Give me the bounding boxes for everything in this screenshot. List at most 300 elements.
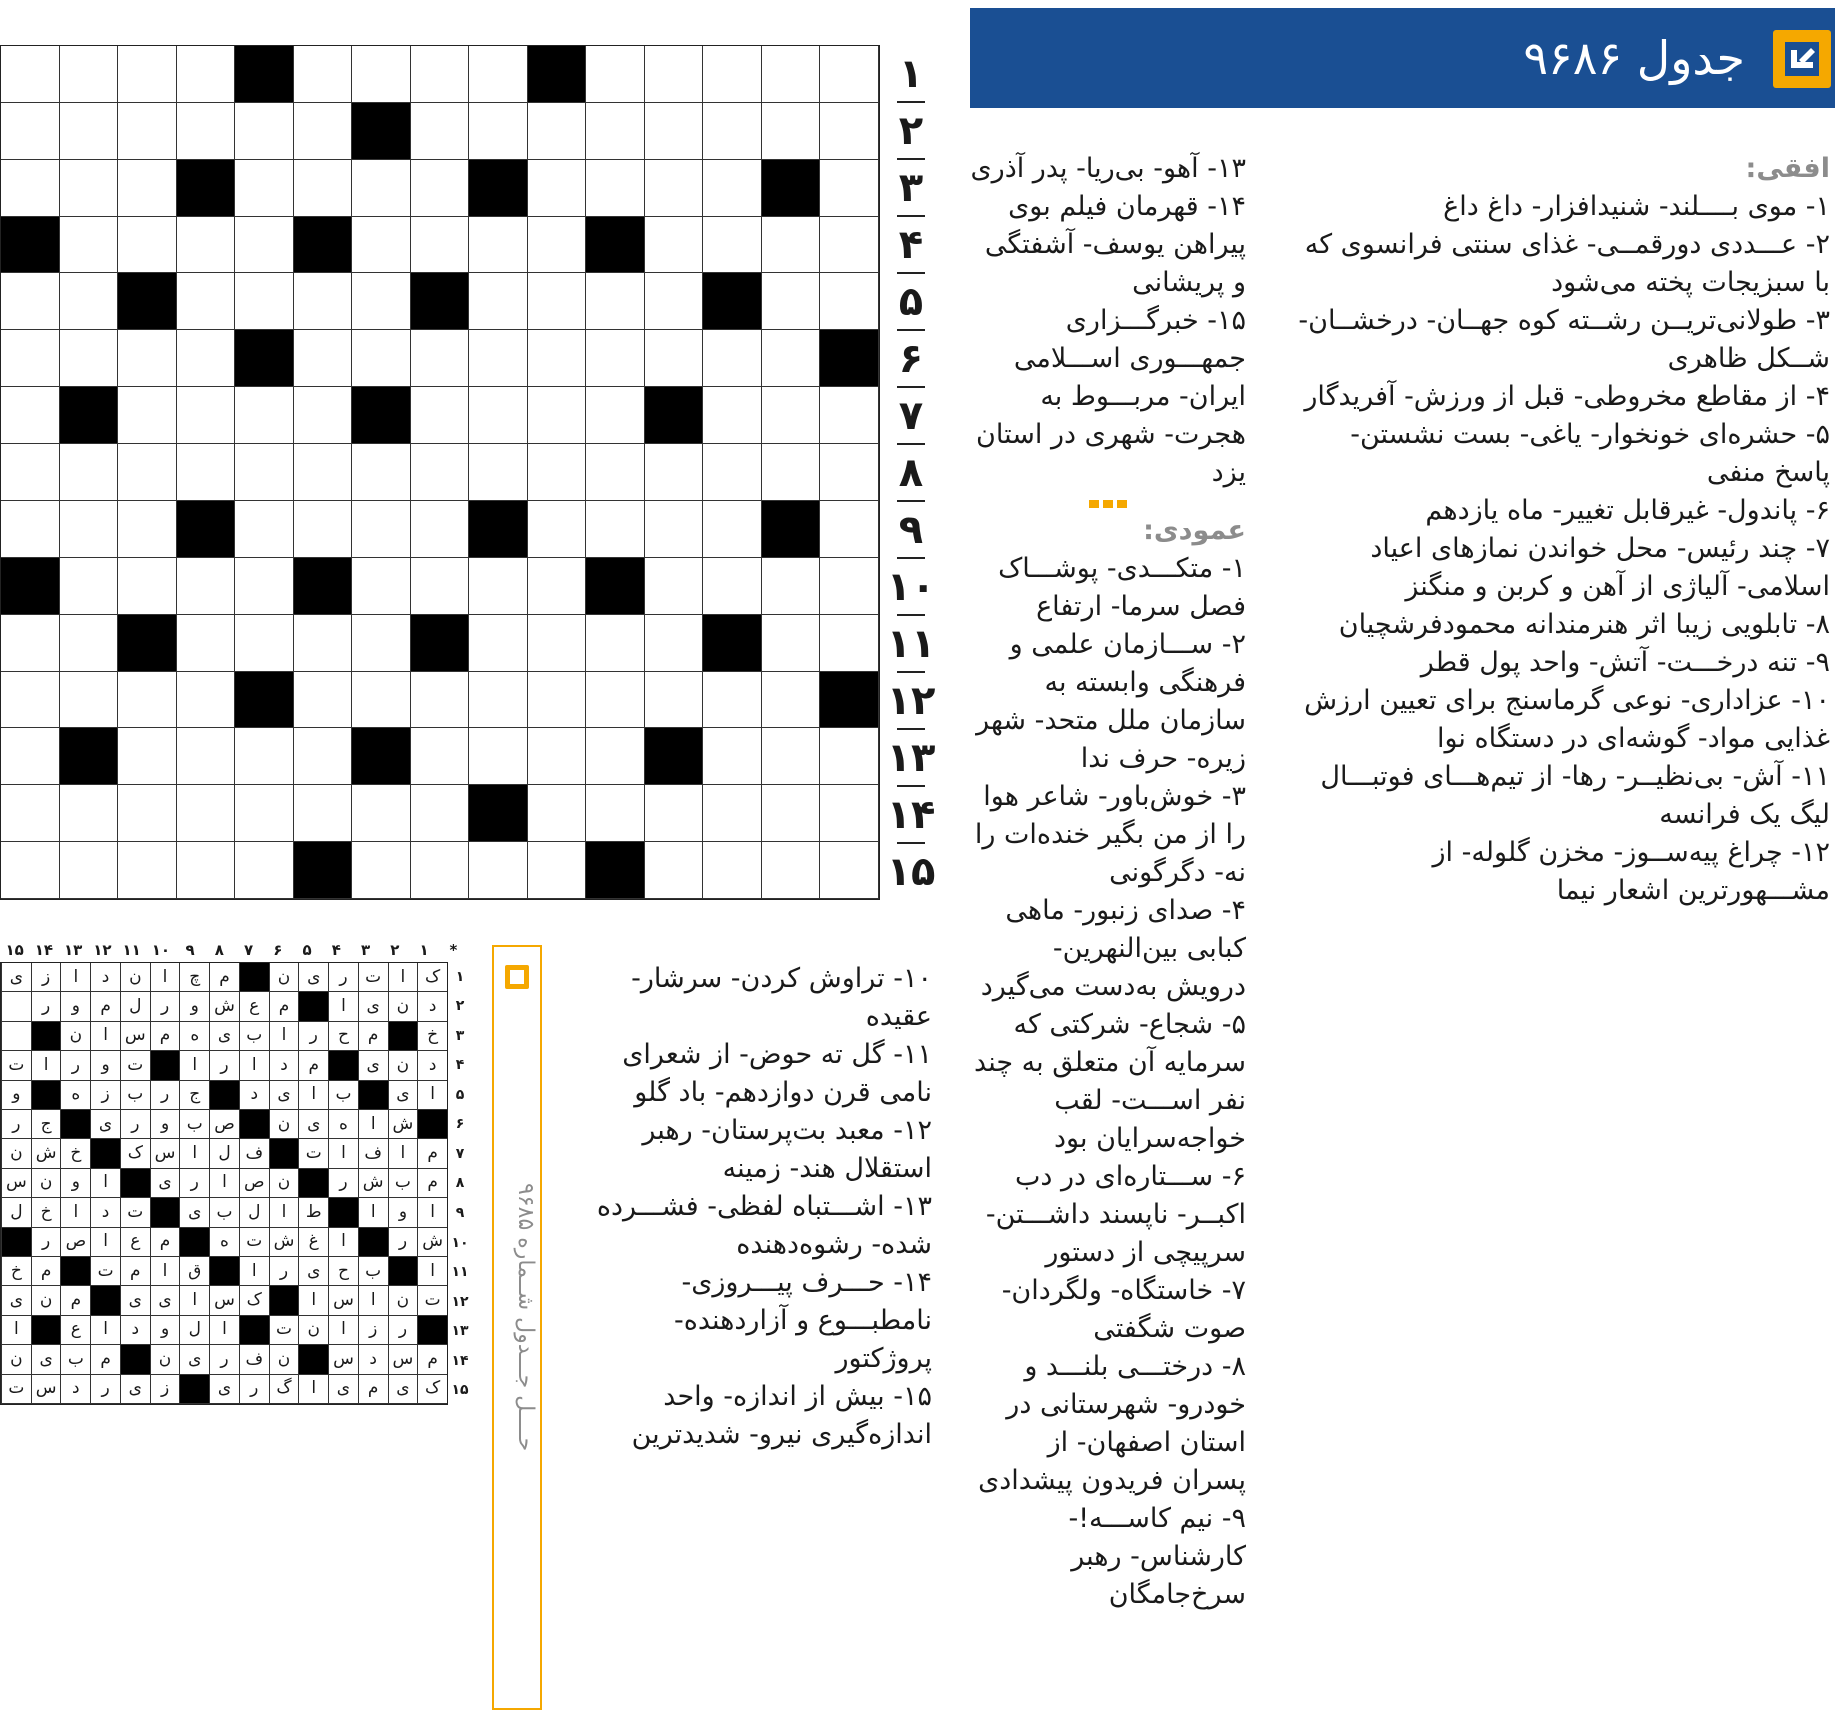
grid-cell[interactable] [762,217,821,274]
grid-cell[interactable] [235,501,294,558]
grid-cell[interactable] [469,103,528,160]
clue-item: ۱۲- چراغ پیه‌ســوز- مخزن گلوله- از مشـــهورترین اشعار نیما [1432,837,1830,906]
grid-cell[interactable] [820,615,879,672]
grid-cell[interactable] [762,842,821,899]
grid-cell[interactable] [645,103,704,160]
grid-cell[interactable] [645,444,704,501]
grid-cell[interactable] [586,672,645,729]
grid-cell[interactable] [352,273,411,330]
grid-cell[interactable] [235,842,294,899]
solution-cell: د [90,1198,120,1227]
grid-cell[interactable] [118,842,177,899]
solution-cell: ی [179,1345,209,1374]
grid-cell[interactable] [645,46,704,103]
grid-cell[interactable] [294,672,353,729]
solution-cell: ا [1,1316,31,1345]
grid-cell[interactable] [528,330,587,387]
grid-cell[interactable] [411,672,470,729]
grid-cell[interactable] [703,330,762,387]
grid-cell[interactable] [177,217,236,274]
grid-cell[interactable] [352,842,411,899]
grid-cell[interactable] [60,785,119,842]
solution-col-number: ۵ [302,941,312,959]
grid-cell[interactable] [352,615,411,672]
grid-cell[interactable] [118,160,177,217]
grid-cell[interactable] [528,160,587,217]
solution-cell: ت [358,963,388,992]
logo-icon [1773,30,1831,88]
grid-cell[interactable] [177,387,236,444]
grid-cell[interactable] [177,785,236,842]
solution-cell: م [417,1139,447,1168]
grid-cell[interactable] [1,728,60,785]
grid-cell[interactable] [528,387,587,444]
grid-cell[interactable] [1,330,60,387]
row-number: ۶ [898,335,924,382]
solution-cell: ل [239,1198,269,1227]
grid-cell[interactable] [294,785,353,842]
grid-cell[interactable] [411,444,470,501]
grid-cell[interactable] [60,103,119,160]
solution-cell: و [179,992,209,1021]
grid-cell[interactable] [235,785,294,842]
grid-cell[interactable] [820,46,879,103]
crossword-grid[interactable] [0,45,880,900]
solution-cell: ا [90,1228,120,1257]
grid-cell[interactable] [177,273,236,330]
grid-cell[interactable] [118,501,177,558]
solution-black-cell [417,1316,447,1345]
grid-cell[interactable] [352,785,411,842]
clue-item: ۴- صدای زنبور- ماهی کبابی بین‌النهرین- درویش به‌دست می‌گیرد [980,895,1246,1002]
clue-item: ۲- ســـازمان علمی و فرهنگی وابسته به سازمان ملل متحد- شهر زیره- حرف ندا [976,629,1246,774]
grid-cell[interactable] [703,444,762,501]
grid-cell[interactable] [118,217,177,274]
grid-cell[interactable] [528,103,587,160]
grid-cell[interactable] [411,46,470,103]
grid-cell[interactable] [294,728,353,785]
grid-cell[interactable] [820,444,879,501]
row-number: ۱۲ [886,677,936,724]
grid-cell[interactable] [1,387,60,444]
solution-cell: ج [31,1110,61,1139]
grid-cell[interactable] [235,160,294,217]
solution-cell: ی [120,1286,150,1315]
grid-cell[interactable] [469,330,528,387]
grid-cell[interactable] [1,842,60,899]
grid-cell[interactable] [762,273,821,330]
grid-cell[interactable] [118,558,177,615]
grid-cell[interactable] [586,330,645,387]
grid-cell[interactable] [352,444,411,501]
grid-cell[interactable] [586,615,645,672]
grid-cell[interactable] [294,387,353,444]
grid-cell[interactable] [645,273,704,330]
grid-cell[interactable] [118,728,177,785]
grid-cell[interactable] [411,330,470,387]
solution-row-number: ۲ [455,998,465,1015]
grid-cell[interactable] [235,728,294,785]
grid-cell[interactable] [703,842,762,899]
solution-cell: س [388,1345,418,1374]
grid-cell[interactable] [177,728,236,785]
grid-cell[interactable] [1,785,60,842]
grid-cell[interactable] [528,501,587,558]
grid-cell[interactable] [177,46,236,103]
black-cell [762,501,821,558]
solution-cell: ن [60,1022,90,1051]
grid-cell[interactable] [645,330,704,387]
grid-cell[interactable] [469,387,528,444]
solution-cell: ر [239,1375,269,1404]
grid-cell[interactable] [177,842,236,899]
solution-cell: ا [239,1257,269,1286]
solution-cell: د [60,1375,90,1404]
grid-cell[interactable] [294,615,353,672]
solution-cell: ا [269,1022,299,1051]
solution-cell: ا [298,1081,328,1110]
grid-cell[interactable] [820,842,879,899]
solution-cell: ا [358,1198,388,1227]
solution-cell: م [298,1051,328,1080]
solution-row-number: ۶ [455,1116,465,1133]
solution-cell: م [269,992,299,1021]
grid-cell[interactable] [352,330,411,387]
solution-black-cell [120,1345,150,1374]
solution-cell: ش [209,992,239,1021]
solution-col-number: ۱۱ [122,941,141,959]
grid-cell[interactable] [645,842,704,899]
grid-cell[interactable] [118,672,177,729]
grid-cell[interactable] [235,615,294,672]
grid-cell[interactable] [294,46,353,103]
solution-label: حــــل جـــدول شــماره ۹۶۸۵ [513,1182,538,1452]
solution-black-cell [1,1228,31,1257]
solution-cell: ن [388,992,418,1021]
solution-cell: م [417,1169,447,1198]
clue-list [570,960,932,1454]
grid-cell[interactable] [703,103,762,160]
grid-cell[interactable] [118,387,177,444]
grid-cell[interactable] [820,558,879,615]
grid-cell[interactable] [60,330,119,387]
grid-cell[interactable] [645,615,704,672]
grid-cell[interactable] [177,330,236,387]
black-cell [586,558,645,615]
grid-cell[interactable] [820,160,879,217]
grid-cell[interactable] [411,217,470,274]
solution-cell: س [1,1169,31,1198]
grid-cell[interactable] [352,672,411,729]
grid-cell[interactable] [703,217,762,274]
clue-item: ۴- از مقاطع مخروطی- قبل از ورزش- آفریدگار [1304,381,1830,412]
grid-cell[interactable] [762,615,821,672]
grid-cell[interactable] [60,558,119,615]
grid-cell[interactable] [469,273,528,330]
solution-row-number: ۴ [455,1057,465,1074]
grid-cell[interactable] [528,217,587,274]
solution-cell: ح [328,1022,358,1051]
clue-item: ۲- عـــددی دورقمــی- غذای سنتی فرانسوی که با سبزیجات پخته می‌شود [1304,229,1830,298]
grid-cell[interactable] [820,785,879,842]
solution-cell: ا [179,1139,209,1168]
solution-cell: م [358,1022,388,1051]
solution-cell: ص [209,1110,239,1139]
grid-cell[interactable] [762,558,821,615]
grid-cell[interactable] [762,46,821,103]
grid-cell[interactable] [352,160,411,217]
grid-cell[interactable] [762,387,821,444]
grid-cell[interactable] [645,217,704,274]
solution-cell: ت [1,1051,31,1080]
grid-cell[interactable] [703,728,762,785]
solution-cell: ت [90,1257,120,1286]
solution-cell: ه [179,1022,209,1051]
solution-cell: گ [269,1375,299,1404]
grid-cell[interactable] [294,330,353,387]
grid-cell[interactable] [294,103,353,160]
solution-black-cell [150,1051,180,1080]
grid-cell[interactable] [352,217,411,274]
row-number: ۱۱ [886,620,936,667]
solution-cell: و [150,1316,180,1345]
grid-cell[interactable] [294,501,353,558]
grid-cell[interactable] [820,728,879,785]
grid-cell[interactable] [177,615,236,672]
grid-cell[interactable] [762,785,821,842]
grid-cell[interactable] [586,785,645,842]
solution-cell: ل [1,1198,31,1227]
grid-cell[interactable] [60,273,119,330]
black-cell [352,387,411,444]
grid-cell[interactable] [528,728,587,785]
black-cell [294,217,353,274]
row-number: ۳ [898,164,924,211]
black-cell [411,615,470,672]
clue-item: ۳- طولانی‌تریــن رشــته کوه جهــان- درخشــان- شــکل ظاهری [1298,305,1830,374]
solution-cell: ا [60,963,90,992]
grid-cell[interactable] [235,217,294,274]
solution-black-cell [179,1228,209,1257]
row-number: ۵ [898,278,924,325]
solution-cell: ر [150,992,180,1021]
grid-cell[interactable] [60,842,119,899]
grid-cell[interactable] [235,103,294,160]
grid-cell[interactable] [469,46,528,103]
solution-cell: ا [328,1139,358,1168]
grid-cell[interactable] [352,501,411,558]
grid-cell[interactable] [1,615,60,672]
grid-cell[interactable] [177,103,236,160]
grid-cell[interactable] [528,672,587,729]
grid-cell[interactable] [235,444,294,501]
solution-row-number: ۱۴ [451,1352,469,1369]
solution-cell: ی [209,1375,239,1404]
grid-cell[interactable] [820,387,879,444]
clues-vertical-column [570,960,932,1454]
grid-cell[interactable] [411,387,470,444]
grid-cell[interactable] [528,558,587,615]
solution-row-number: ۱۲ [451,1293,469,1310]
black-cell [528,46,587,103]
solution-cell: ا [328,1228,358,1257]
solution-col-number: ۸ [214,941,224,959]
grid-cell[interactable] [645,501,704,558]
solution-col-number: ۷ [244,941,254,959]
grid-cell[interactable] [235,387,294,444]
grid-cell[interactable] [177,558,236,615]
grid-cell[interactable] [411,558,470,615]
grid-cell[interactable] [703,785,762,842]
grid-cell[interactable] [411,160,470,217]
grid-cell[interactable] [703,387,762,444]
grid-cell[interactable] [528,273,587,330]
grid-cell[interactable] [60,217,119,274]
grid-cell[interactable] [60,444,119,501]
grid-cell[interactable] [1,160,60,217]
grid-cell[interactable] [294,273,353,330]
grid-cell[interactable] [60,46,119,103]
grid-cell[interactable] [586,728,645,785]
grid-cell[interactable] [586,387,645,444]
grid-cell[interactable] [645,160,704,217]
grid-cell[interactable] [586,103,645,160]
grid-cell[interactable] [762,444,821,501]
grid-cell[interactable] [703,46,762,103]
black-cell [411,273,470,330]
grid-cell[interactable] [352,46,411,103]
grid-cell[interactable] [586,444,645,501]
grid-cell[interactable] [118,444,177,501]
grid-cell[interactable] [469,615,528,672]
solution-cell: ک [417,963,447,992]
grid-cell[interactable] [820,501,879,558]
grid-cell[interactable] [1,46,60,103]
grid-cell[interactable] [469,842,528,899]
grid-cell[interactable] [60,615,119,672]
grid-cell[interactable] [177,672,236,729]
grid-cell[interactable] [645,785,704,842]
grid-cell[interactable] [469,444,528,501]
grid-cell[interactable] [177,444,236,501]
grid-cell[interactable] [528,785,587,842]
solution-cell: ا [150,1257,180,1286]
solution-cell: ا [209,1169,239,1198]
grid-cell[interactable] [411,103,470,160]
grid-cell[interactable] [469,558,528,615]
solution-cell: ت [298,1139,328,1168]
grid-cell[interactable] [703,501,762,558]
grid-cell[interactable] [762,728,821,785]
grid-cell[interactable] [762,330,821,387]
black-cell [586,842,645,899]
solution-cell: ن [388,1286,418,1315]
grid-cell[interactable] [469,672,528,729]
grid-cell[interactable] [645,672,704,729]
solution-cell: م [90,992,120,1021]
solution-cell: ه [60,1081,90,1110]
grid-cell[interactable] [411,501,470,558]
grid-cell[interactable] [411,785,470,842]
grid-cell[interactable] [235,558,294,615]
grid-cell[interactable] [586,501,645,558]
grid-cell[interactable] [118,785,177,842]
solution-cell: ت [120,1051,150,1080]
vertical-heading: عمودی: [1143,515,1246,546]
grid-cell[interactable] [820,217,879,274]
black-cell [762,160,821,217]
grid-cell[interactable] [1,273,60,330]
grid-cell[interactable] [1,444,60,501]
clue-item: ۷- خاستگاه- ولگردان- صوت شگفتی [1001,1275,1246,1344]
grid-cell[interactable] [294,160,353,217]
solution-cell: ش [269,1228,299,1257]
solution-cell: چ [179,963,209,992]
grid-cell[interactable] [352,558,411,615]
grid-cell[interactable] [60,160,119,217]
grid-cell[interactable] [294,444,353,501]
solution-row-number: ۱۰ [451,1234,469,1251]
grid-cell[interactable] [528,444,587,501]
solution-black-cell [298,1345,328,1374]
solution-row-number: ۱۵ [451,1382,469,1399]
grid-cell[interactable] [411,842,470,899]
solution-black-cell [209,1081,239,1110]
black-cell [177,160,236,217]
clue-item: ۱۱- آش- بی‌نظیــر- رها- از تیم‌هـــای فوتبـــال لیگ یک فرانسه [1320,761,1830,830]
grid-cell[interactable] [703,558,762,615]
grid-cell[interactable] [703,160,762,217]
solution-cell: د [90,963,120,992]
grid-cell[interactable] [235,273,294,330]
grid-cell[interactable] [820,103,879,160]
grid-cell[interactable] [645,558,704,615]
grid-cell[interactable] [411,728,470,785]
solution-row-number: ۹ [455,1205,465,1222]
grid-cell[interactable] [528,615,587,672]
grid-cell[interactable] [703,672,762,729]
grid-cell[interactable] [586,273,645,330]
grid-cell[interactable] [118,103,177,160]
solution-black-cell [120,1169,150,1198]
solution-cell: ا [388,1139,418,1168]
grid-cell[interactable] [528,842,587,899]
grid-cell[interactable] [469,728,528,785]
grid-cell[interactable] [118,46,177,103]
clue-item: ۱۴- حـــرف پیـــروزی- نامطبـــوع و آزاردهنده- پروژکتور [673,1267,932,1374]
grid-cell[interactable] [60,672,119,729]
solution-cell: ا [90,1316,120,1345]
grid-cell[interactable] [469,217,528,274]
grid-cell[interactable] [1,672,60,729]
grid-cell[interactable] [762,672,821,729]
grid-cell[interactable] [586,160,645,217]
grid-cell[interactable] [1,501,60,558]
solution-black-cell [90,1139,120,1168]
solution-cell: د [120,1316,150,1345]
black-cell [703,273,762,330]
solution-cell: ز [31,963,61,992]
solution-cell: ا [358,1110,388,1139]
corner-mark: * [449,941,458,959]
grid-cell[interactable] [60,501,119,558]
grid-cell[interactable] [118,330,177,387]
grid-cell[interactable] [1,103,60,160]
grid-cell[interactable] [762,103,821,160]
grid-cell[interactable] [586,46,645,103]
solution-cell: ک [417,1375,447,1404]
grid-cell[interactable] [820,273,879,330]
